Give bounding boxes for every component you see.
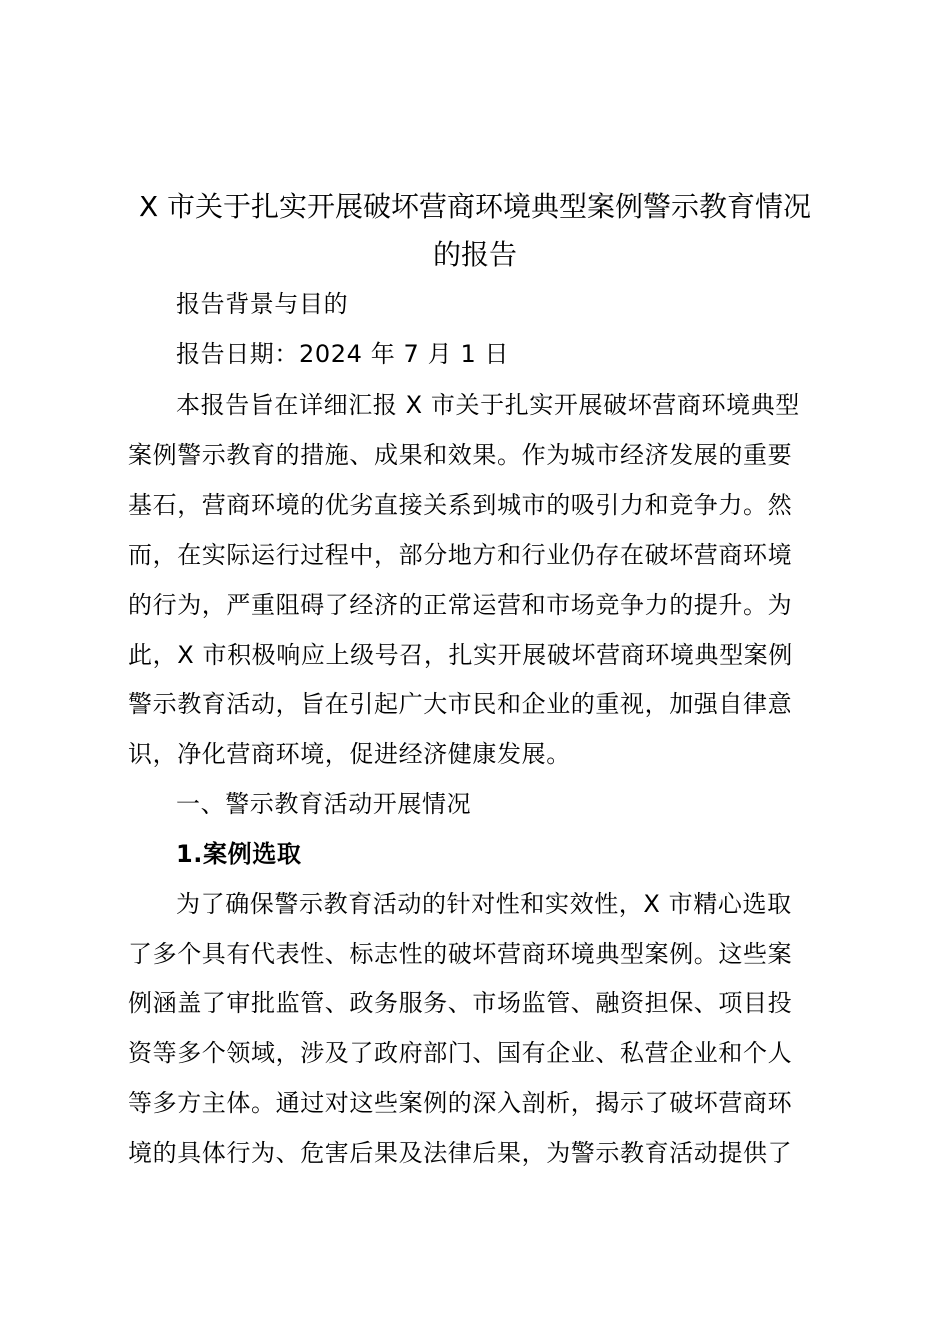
document-title-line-2: 的报告: [432, 238, 517, 271]
section-heading-one: 一、警示教育活动开展情况: [176, 790, 472, 818]
intro-paragraph-line: 基石，营商环境的优劣直接关系到城市的吸引力和竞争力。然: [128, 491, 793, 519]
case-paragraph-line: 资等多个领域，涉及了政府部门、国有企业、私营企业和个人: [128, 1039, 793, 1067]
document-title-line-1: X 市关于扎实开展破坏营商环境典型案例警示教育情况: [138, 190, 812, 223]
case-paragraph-line: 境的具体行为、危害后果及法律后果，为警示教育活动提供了: [128, 1139, 793, 1167]
case-paragraph-line: 为了确保警示教育活动的针对性和实效性，X 市精心选取: [176, 890, 792, 918]
intro-paragraph-line: 识，净化营商环境，促进经济健康发展。: [128, 740, 571, 768]
intro-paragraph-line: 本报告旨在详细汇报 X 市关于扎实开展破坏营商环境典型: [176, 391, 800, 419]
subheading-case-selection: 1.案例选取: [176, 840, 302, 868]
intro-paragraph-line: 此，X 市积极响应上级号召，扎实开展破坏营商环境典型案例: [128, 641, 793, 669]
case-paragraph-line: 等多方主体。通过对这些案例的深入剖析，揭示了破坏营商环: [128, 1089, 793, 1117]
intro-paragraph-line: 的行为，严重阻碍了经济的正常运营和市场竞争力的提升。为: [128, 591, 793, 619]
intro-paragraph-line: 警示教育活动，旨在引起广大市民和企业的重视，加强自律意: [128, 690, 793, 718]
report-date: 报告日期：2024 年 7 月 1 日: [176, 340, 510, 368]
case-paragraph-line: 例涵盖了审批监管、政务服务、市场监管、融资担保、项目投: [128, 989, 793, 1017]
intro-paragraph-line: 而，在实际运行过程中，部分地方和行业仍存在破坏营商环境: [128, 541, 793, 569]
intro-paragraph-line: 案例警示教育的措施、成果和效果。作为城市经济发展的重要: [128, 441, 793, 469]
case-paragraph-line: 了多个具有代表性、标志性的破坏营商环境典型案例。这些案: [128, 940, 793, 968]
section-heading-background: 报告背景与目的: [176, 290, 349, 318]
